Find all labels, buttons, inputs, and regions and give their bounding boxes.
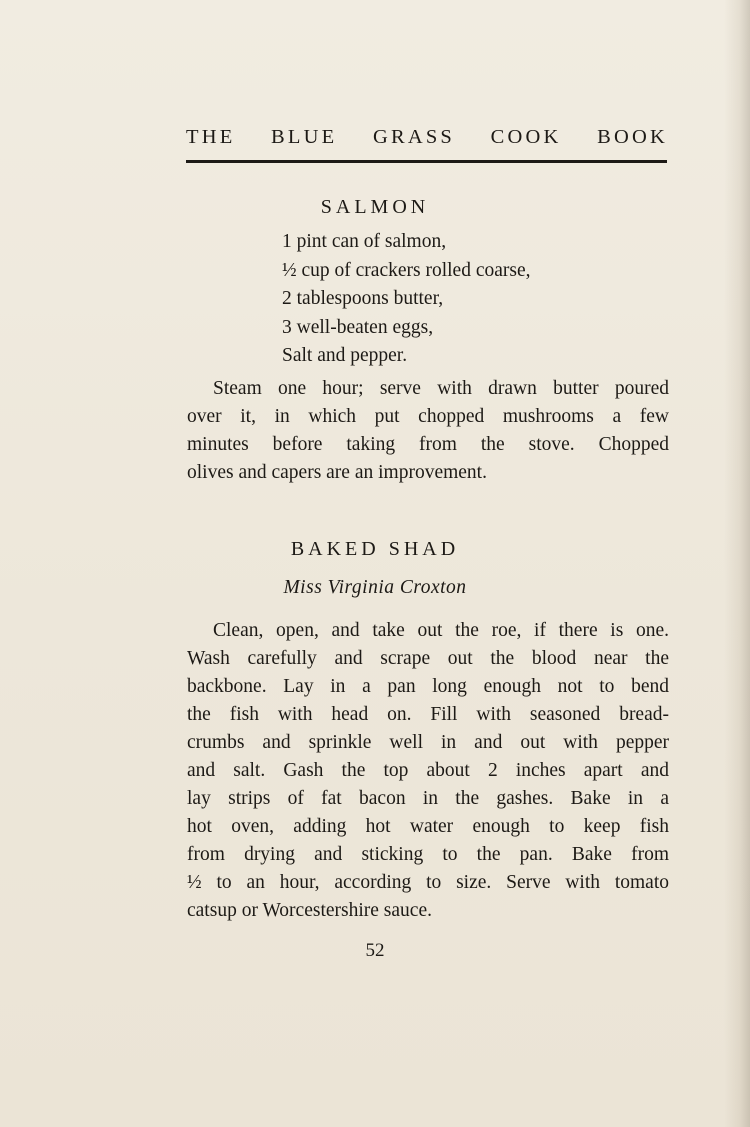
ingredient-list — [282, 228, 531, 371]
recipe-title-salmon: SALMON — [320, 196, 430, 218]
paragraph-line: ½ to an hour, according to size. Serve with tomato — [187, 872, 669, 893]
paragraph-line: and salt. Gash the top about 2 inches apart and — [187, 760, 669, 781]
paragraph-line: catsup or Worcestershire sauce. — [187, 900, 432, 921]
baked-shad-method-paragraph — [187, 617, 669, 925]
paragraph-line: over it, in which put chopped mushrooms a few — [187, 406, 669, 427]
paragraph-line: backbone. Lay in a pan long enough not to bend — [187, 676, 669, 697]
paragraph-line: lay strips of fat bacon in the gashes. Bake in a — [187, 788, 669, 809]
ingredient-item: Salt and pepper. — [282, 345, 408, 366]
ingredient-item: 1 pint can of salmon, — [282, 231, 447, 252]
paragraph-line: Wash carefully and scrape out the blood near the — [187, 648, 669, 669]
ingredient-item: 3 well-beaten eggs, — [282, 316, 434, 338]
ingredient-item: ½ cup of crackers rolled coarse, — [282, 259, 531, 281]
paragraph-line: the fish with head on. Fill with seasoned bread- — [187, 704, 669, 725]
paragraph-line: Clean, open, and take out the roe, if there is one. — [213, 620, 669, 641]
paragraph-line: crumbs and sprinkle well in and out with pepper — [187, 732, 669, 753]
header-rule — [186, 160, 667, 163]
salmon-method-paragraph — [187, 375, 669, 487]
paragraph-line: hot oven, adding hot water enough to keep fish — [187, 816, 669, 837]
recipe-title-baked-shad: BAKED SHAD — [290, 538, 460, 560]
page-number: 52 — [365, 940, 385, 961]
paragraph-line: from drying and sticking to the pan. Bake from — [187, 844, 669, 865]
paragraph-line: olives and capers are an improvement. — [187, 462, 487, 483]
paragraph-line: Steam one hour; serve with drawn butter poured — [213, 378, 669, 399]
ingredient-item: 2 tablespoons butter, — [282, 288, 444, 309]
paragraph-line: minutes before taking from the stove. Chopped — [187, 434, 669, 455]
running-head: THE BLUE GRASS COOK BOOK — [186, 126, 668, 148]
recipe-attribution: Miss Virginia Croxton — [283, 577, 467, 598]
